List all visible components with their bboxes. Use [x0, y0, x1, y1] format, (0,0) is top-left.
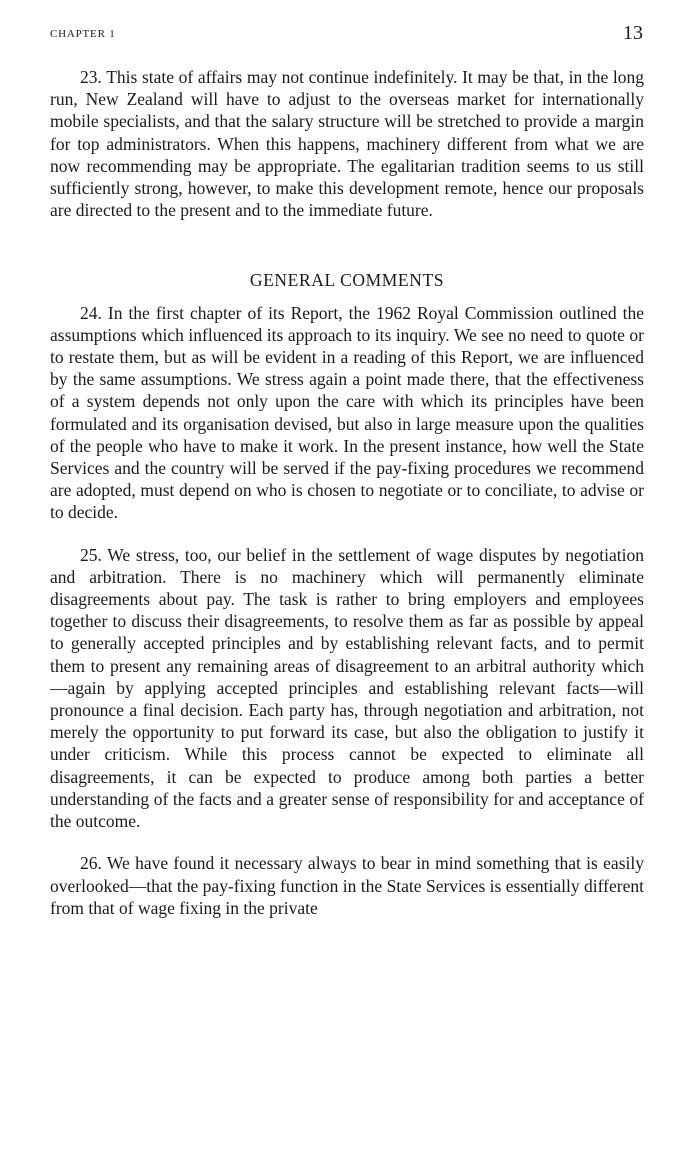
paragraph-25: 25. We stress, too, our belief in the settlement of wage disputes by negotiation and arbitration. There is no machinery which will permanently eliminate disagreements about pay. The task is rather to bring employers and employees together to discuss their disagreements, to resolve them as far as possible by appeal to generally accepted principles and by establishing relevant facts, and to permit them to present any remaining areas of disagreement to an arbitral authority which—again by applying accepted principles and establishing relevant facts—will pronounce a final decision. Each party has, through negotiation and arbitration, not merely the opportunity to put forward its case, but also the obligation to justify it under criticism. While this process cannot be expected to eliminate all disagreements, it can be expected to produce among both parties a better understanding of the facts and a greater sense of responsibility for and acceptance of the outcome.	[50, 544, 644, 832]
paragraph-23: 23. This state of affairs may not continue indefinitely. It may be that, in the long run, New Zealand will have to adjust to the overseas market for internationally mobile specialists, and that the salary structure will be stretched to provide a margin for top administrators. When this happens, machinery different from what we are now recommending may be appropriate. The egalitarian tradition seems to us still sufficiently strong, however, to make this development remote, hence our proposals are directed to the present and to the immediate future.	[50, 67, 644, 221]
page-number: 13	[623, 22, 643, 44]
paragraph-24: 24. In the first chapter of its Report, the 1962 Royal Commission outlined the assumptions which influenced its approach to its inquiry. We see no need to quote or to restate them, but as will be evident in a reading of this Report, we are influenced by the same assumptions. We stress again a point made there, that the effectiveness of a system depends not only upon the care with which its principles have been formulated and its organisation devised, but also in large measure upon the qualities of the people who have to make it work. In the present instance, how well the State Services and the country will be served if the pay-fixing procedures we recommend are adopted, must depend on who is chosen to negotiate or to conciliate, to advise or to decide.	[50, 302, 644, 523]
running-head: CHAPTER 1	[50, 28, 116, 40]
paragraph-spacer	[50, 832, 644, 852]
section-heading: GENERAL COMMENTS	[249, 270, 445, 291]
paragraph-26: 26. We have found it necessary always to bear in mind something that is easily overlooked—that the pay-fixing function in the State Services is essentially different from that of wage fixing in the private	[50, 853, 644, 918]
paragraph-spacer	[50, 524, 644, 544]
body-text	[50, 66, 644, 919]
